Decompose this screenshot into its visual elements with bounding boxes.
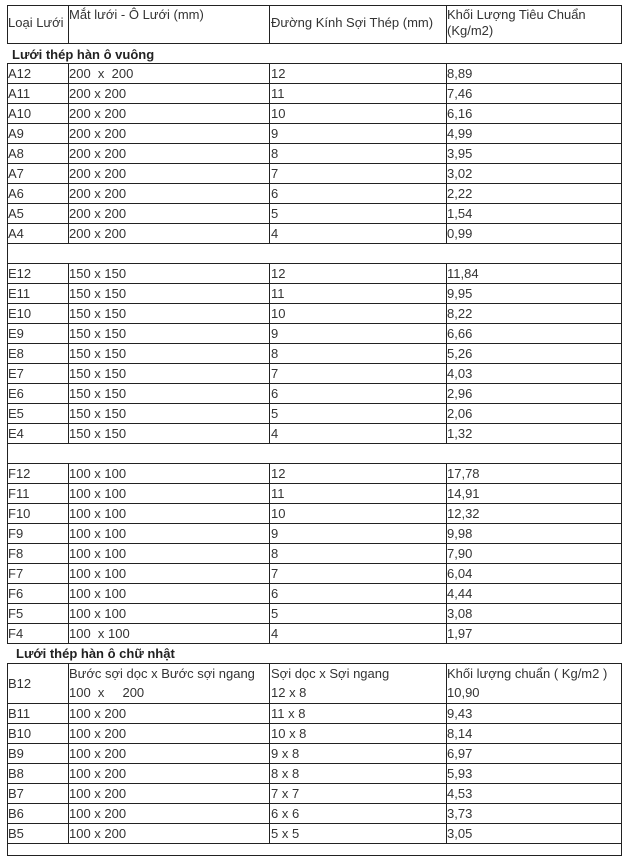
cell-khoi-luong: 9,43: [447, 706, 473, 721]
cell-khoi-luong: 3,73: [447, 806, 473, 821]
column-divider: [621, 443, 622, 463]
column-divider: [7, 63, 8, 243]
row-divider: [7, 663, 622, 664]
column-divider: [621, 463, 622, 643]
cell-duong-kinh: 6 x 6: [271, 806, 300, 821]
row-divider: [7, 443, 622, 444]
cell-khoi-luong: 5,26: [447, 346, 473, 361]
cell-khoi-luong: 0,99: [447, 226, 473, 241]
cell-mat-luoi: 200 x 200: [69, 166, 127, 181]
cell-duong-kinh: 11: [271, 286, 285, 301]
cell-khoi-luong: 1,32: [447, 426, 473, 441]
cell-khoi-luong: 4,99: [447, 126, 473, 141]
cell-khoi-luong: 4,53: [447, 786, 473, 801]
cell-khoi-luong: 6,16: [447, 106, 473, 121]
cell-duong-kinh: 11 x 8: [271, 706, 306, 721]
cell-mat-luoi: 100 x 100: [69, 526, 127, 541]
cell-mat-luoi: 150 x 150: [69, 406, 127, 421]
column-divider: [269, 5, 270, 43]
cell-loai: F7: [8, 566, 24, 581]
column-divider: [269, 63, 270, 243]
cell-mat-luoi: 100 x 100: [69, 466, 127, 481]
cell-loai: B10: [8, 726, 32, 741]
cell-mat-luoi: 100 x 200: [69, 766, 127, 781]
cell-mat-luoi: 200 x 200: [69, 226, 127, 241]
cell-mat-luoi: 100 x 200: [69, 806, 127, 821]
cell-duong-kinh: 8 x 8: [271, 766, 300, 781]
column-divider: [621, 5, 622, 43]
cell-mat-luoi: 150 x 150: [69, 346, 127, 361]
column-divider: [446, 463, 447, 643]
cell-duong-kinh: 4: [271, 426, 279, 441]
column-divider: [68, 263, 69, 443]
column-divider: [446, 703, 447, 843]
cell-khoi-luong: 9,95: [447, 286, 473, 301]
column-divider: [7, 843, 8, 855]
cell-mat-luoi: 150 x 150: [69, 306, 127, 321]
cell-duong-kinh: 10 x 8: [271, 726, 307, 741]
cell-mat-luoi: 100 x 200: [69, 706, 127, 721]
cell-loai: E4: [8, 426, 24, 441]
cell-loai: F6: [8, 586, 24, 601]
column-divider: [621, 63, 622, 243]
cell-khoi-luong: 8,89: [447, 66, 473, 81]
column-divider: [7, 263, 8, 443]
rect-khoi-label: Khối lượng chuẩn ( Kg/m2 ): [447, 666, 608, 681]
cell-khoi-luong: 4,03: [447, 366, 473, 381]
header-khoi-luong: Khối Lượng Tiêu Chuẩn (Kg/m2): [447, 7, 586, 38]
cell-loai: A10: [8, 106, 32, 121]
cell-loai: E11: [8, 286, 31, 301]
cell-mat-luoi: 100 x 200: [69, 786, 127, 801]
cell-khoi-luong: 3,02: [447, 166, 473, 181]
cell-duong-kinh: 8: [271, 346, 279, 361]
cell-loai: A11: [8, 86, 31, 101]
cell-duong-kinh: 6: [271, 386, 279, 401]
cell-duong-kinh: 9 x 8: [271, 746, 300, 761]
section-square-mesh: Lưới thép hàn ô vuông: [12, 47, 155, 62]
cell-mat-luoi: 200 x 200: [69, 106, 127, 121]
cell-loai: B6: [8, 806, 24, 821]
cell-loai: F12: [8, 466, 31, 481]
column-divider: [621, 263, 622, 443]
cell-loai: F9: [8, 526, 24, 541]
cell-khoi-luong: 14,91: [447, 486, 480, 501]
cell-loai: A5: [8, 206, 24, 221]
column-divider: [621, 703, 622, 843]
cell-loai: B9: [8, 746, 24, 761]
cell-mat-luoi: 150 x 150: [69, 386, 127, 401]
column-divider: [269, 463, 270, 643]
cell-duong-kinh: 8: [271, 546, 279, 561]
row-divider: [7, 43, 622, 44]
cell-mat-luoi: 100 x 200: [69, 826, 127, 841]
cell-khoi-luong: 6,04: [447, 566, 473, 581]
cell-khoi-luong: 8,14: [447, 726, 473, 741]
cell-khoi-luong: 3,08: [447, 606, 473, 621]
cell-loai: E12: [8, 266, 32, 281]
column-divider: [7, 703, 8, 843]
rect-khoi-value: 10,90: [447, 685, 480, 700]
cell-duong-kinh: 10: [271, 306, 286, 321]
cell-loai: A12: [8, 66, 32, 81]
cell-loai: B7: [8, 786, 24, 801]
column-divider: [269, 263, 270, 443]
row-divider: [7, 243, 622, 244]
cell-duong-kinh: 5: [271, 606, 279, 621]
cell-khoi-luong: 7,46: [447, 86, 473, 101]
rect-buoc-value: 100 x 200: [69, 685, 145, 700]
cell-duong-kinh: 6: [271, 586, 279, 601]
cell-mat-luoi: 200 x 200: [69, 146, 127, 161]
rect-soi-value: 12 x 8: [271, 685, 307, 700]
cell-khoi-luong: 2,96: [447, 386, 473, 401]
cell-mat-luoi: 100 x 100: [69, 566, 127, 581]
cell-mat-luoi: 200 x 200: [69, 206, 127, 221]
cell-khoi-luong: 9,98: [447, 526, 473, 541]
cell-loai: F8: [8, 546, 24, 561]
cell-khoi-luong: 17,78: [447, 466, 480, 481]
cell-mat-luoi: 150 x 150: [69, 286, 127, 301]
cell-mat-luoi: 150 x 150: [69, 366, 127, 381]
cell-duong-kinh: 5 x 5: [271, 826, 300, 841]
cell-duong-kinh: 9: [271, 326, 279, 341]
cell-loai: F5: [8, 606, 24, 621]
cell-loai: B8: [8, 766, 24, 781]
cell-duong-kinh: 8: [271, 146, 279, 161]
header-mat-luoi: Mắt lưới - Ô Lưới (mm): [69, 7, 204, 22]
cell-mat-luoi: 100 x 100: [69, 626, 130, 641]
column-divider: [68, 703, 69, 843]
cell-khoi-luong: 11,84: [447, 266, 479, 281]
cell-loai: F11: [8, 486, 30, 501]
column-divider: [7, 243, 8, 263]
section-rect-mesh: Lưới thép hàn ô chữ nhật: [16, 646, 175, 661]
cell-loai: B5: [8, 826, 24, 841]
column-divider: [7, 663, 8, 703]
cell-duong-kinh: 4: [271, 626, 279, 641]
row-divider: [7, 843, 622, 844]
cell-mat-luoi: 200 x 200: [69, 66, 134, 81]
cell-duong-kinh: 11: [271, 86, 285, 101]
column-divider: [446, 63, 447, 243]
cell-loai: F4: [8, 626, 24, 641]
cell-khoi-luong: 4,44: [447, 586, 473, 601]
cell-mat-luoi: 100 x 200: [69, 746, 127, 761]
cell-khoi-luong: 1,54: [447, 206, 473, 221]
cell-mat-luoi: 200 x 200: [69, 86, 127, 101]
cell-khoi-luong: 2,06: [447, 406, 473, 421]
cell-loai: A6: [8, 186, 24, 201]
column-divider: [621, 663, 622, 703]
column-divider: [7, 5, 8, 43]
rect-soi-label: Sợi dọc x Sợi ngang: [271, 666, 390, 681]
rect-buoc-label: Bước sợi dọc x Bước sợi ngang: [69, 666, 255, 681]
cell-khoi-luong: 6,66: [447, 326, 473, 341]
cell-mat-luoi: 100 x 100: [69, 546, 127, 561]
cell-loai: A8: [8, 146, 24, 161]
cell-khoi-luong: 7,90: [447, 546, 473, 561]
cell-loai: F10: [8, 506, 31, 521]
column-divider: [68, 663, 69, 703]
column-divider: [269, 703, 270, 843]
cell-duong-kinh: 10: [271, 106, 286, 121]
cell-mat-luoi: 150 x 150: [69, 426, 127, 441]
cell-khoi-luong: 8,22: [447, 306, 473, 321]
cell-loai: E5: [8, 406, 24, 421]
row-divider: [7, 5, 622, 6]
cell-khoi-luong: 12,32: [447, 506, 480, 521]
cell-duong-kinh: 5: [271, 406, 279, 421]
cell-khoi-luong: 2,22: [447, 186, 473, 201]
header-duong-kinh: Đường Kính Sợi Thép (mm): [271, 15, 434, 30]
cell-duong-kinh: 6: [271, 186, 279, 201]
cell-duong-kinh: 4: [271, 226, 279, 241]
cell-duong-kinh: 12: [271, 466, 286, 481]
column-divider: [621, 843, 622, 855]
cell-duong-kinh: 11: [271, 486, 285, 501]
cell-mat-luoi: 200 x 200: [69, 126, 127, 141]
cell-mat-luoi: 150 x 150: [69, 326, 127, 341]
column-divider: [68, 5, 69, 43]
cell-loai: A9: [8, 126, 24, 141]
header-loai-luoi: Loại Lưới: [8, 15, 64, 30]
cell-duong-kinh: 9: [271, 126, 279, 141]
cell-duong-kinh: 9: [271, 526, 279, 541]
column-divider: [68, 463, 69, 643]
cell-mat-luoi: 100 x 100: [69, 506, 127, 521]
cell-mat-luoi: 150 x 150: [69, 266, 127, 281]
column-divider: [621, 243, 622, 263]
cell-loai: B11: [8, 706, 31, 721]
cell-mat-luoi: 200 x 200: [69, 186, 127, 201]
cell-duong-kinh: 12: [271, 66, 286, 81]
cell-duong-kinh: 7: [271, 566, 279, 581]
cell-mat-luoi: 100 x 100: [69, 606, 127, 621]
cell-mat-luoi: 100 x 200: [69, 726, 127, 741]
cell-mat-luoi: 100 x 100: [69, 486, 127, 501]
cell-khoi-luong: 6,97: [447, 746, 473, 761]
rect-code: B12: [8, 676, 32, 691]
cell-khoi-luong: 3,95: [447, 146, 473, 161]
cell-loai: A7: [8, 166, 24, 181]
cell-duong-kinh: 12: [271, 266, 286, 281]
cell-khoi-luong: 1,97: [447, 626, 473, 641]
cell-duong-kinh: 7: [271, 166, 279, 181]
column-divider: [446, 5, 447, 43]
cell-loai: E10: [8, 306, 32, 321]
steel-mesh-table: [7, 5, 622, 855]
cell-loai: E9: [8, 326, 24, 341]
column-divider: [7, 443, 8, 463]
cell-khoi-luong: 5,93: [447, 766, 473, 781]
cell-mat-luoi: 100 x 100: [69, 586, 127, 601]
cell-loai: E8: [8, 346, 24, 361]
cell-loai: E6: [8, 386, 24, 401]
column-divider: [68, 63, 69, 243]
cell-loai: E7: [8, 366, 24, 381]
column-divider: [446, 663, 447, 703]
column-divider: [7, 463, 8, 643]
cell-duong-kinh: 5: [271, 206, 279, 221]
column-divider: [446, 263, 447, 443]
cell-duong-kinh: 7 x 7: [271, 786, 300, 801]
cell-duong-kinh: 10: [271, 506, 286, 521]
column-divider: [269, 663, 270, 703]
cell-duong-kinh: 7: [271, 366, 279, 381]
cell-khoi-luong: 3,05: [447, 826, 473, 841]
cell-loai: A4: [8, 226, 24, 241]
row-divider: [7, 643, 622, 644]
